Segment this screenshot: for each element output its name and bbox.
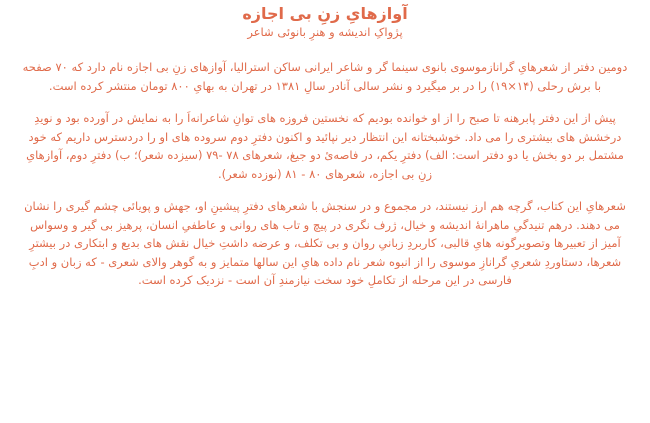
paragraph-intro: دومین دفتر از شعرهایِ گرانازموسوی بانوی سینما گر و شاعر ایرانی ساکن استرالیا، آوازهای زنِ بی اجازه نام دارد که ۷۰ صفحه با برش رحلی (۱۴×۱۹) را در بر میگیرد و نشر سالی آنادر سالِ ۱۳۸۱ در تهران به بهایِ ۸۰۰ تومان منتشر کرده است.	[22, 60, 628, 93]
document-title: آوازهایِ زنِ بی اجازه	[242, 4, 408, 23]
paragraph-review: شعرهایِ این کتاب، گرچه هم ارز نیستند، در مجموع و در سنجش با شعرهای دفترِ پیشینِ او، جهش و پویائی چشم گیری را نشان می دهند. درهم تنیدگیِ ماهرانهٔ اندیشه و خیال، ژرف نگری در پیچ و تاب های روانی و عاطفیِ انسان، پرهیز بی گیر و وسواس آمیز از تعبیرها وتصویرگونه هایِ قالبی، کاربردِ زبانیِ روان و بی تکلف، و عرضه داشتِ خیال نقش های بدیع و ابتکاری در بیشترِ شعرها، دستاوردِ شعریِ گرانازِ موسوی را از انبوه شعر نام داده هایِ این سالها متمایز و به گوهر والای شعری - که زبان و ادبِ فارسی در این مرحله از تکاملِ خود سخت نیازمندِ آن است - نزدیک کرده است.	[24, 199, 626, 287]
paragraph-background: پیش از این دفتر پابرهنه تا صبح را از او خوانده بودیم که نخستین فروزه های توانِ شاعرانه‌اَ را به نمایش در آورده بود و نویدِ درخشش های بیشتری را می داد. خوشبختانه این انتظار دیر نپائید و اکنون دفترِ دوم سروده های او را دردسترس داریم که خود مشتمل بر دو بخش یا دو دفتر است: الف) دفترِ یکم، در فاصه‌یٔ دو جیغ، شعرهای ۷۸ -۷۹ (سیزده شعر)؛ ب) دفترِ دوم، آوازهایِ زنِ بی اجازه، شعرهای ۸۰ - ۸۱ (نوزده شعر).	[26, 111, 624, 181]
document-subtitle: پژواکِ اندیشه و هنرِ بانوئی شاعر	[247, 25, 403, 39]
